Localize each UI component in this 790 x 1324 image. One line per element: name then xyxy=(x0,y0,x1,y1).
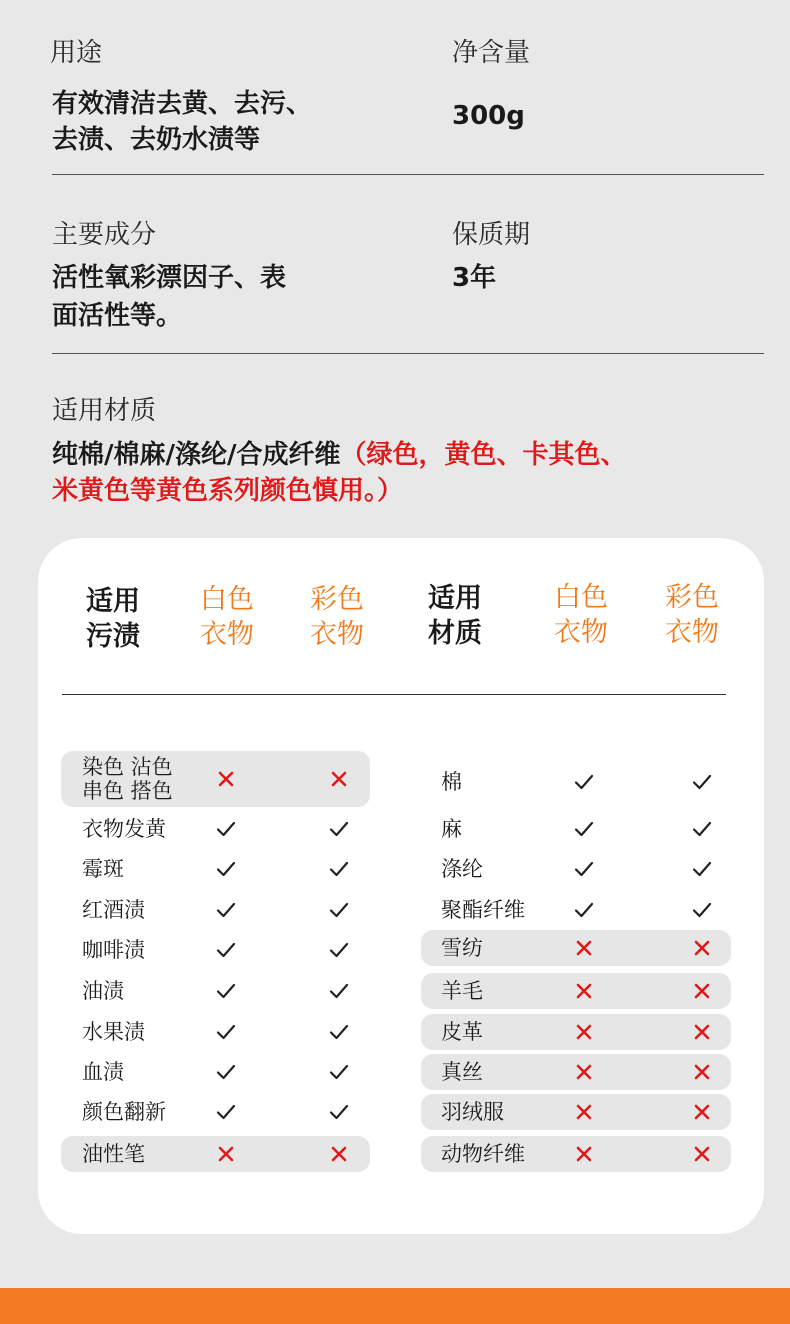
material-row-name: 涤纶 xyxy=(441,857,483,881)
cross-icon xyxy=(690,1060,714,1084)
cross-icon xyxy=(690,1020,714,1044)
ingredients-value-line1: 活性氧彩漂因子、表 xyxy=(52,263,287,293)
material-row-name: 雪纺 xyxy=(441,936,483,960)
usage-value-line2: 去渍、去奶水渍等 xyxy=(52,125,261,155)
stain-row-name: 咖啡渍 xyxy=(82,938,145,962)
cross-icon xyxy=(690,936,714,960)
ingredients-label: 主要成分 xyxy=(52,220,157,250)
cross-icon xyxy=(690,1142,714,1166)
check-icon xyxy=(214,857,238,881)
stain-row-name: 油渍 xyxy=(82,979,124,1003)
header-color-clothes-left: 彩色 衣物 xyxy=(310,584,364,650)
shelf-life-value: 3年 xyxy=(452,263,497,293)
check-icon xyxy=(690,898,714,922)
materials-warning-part1: （绿色，黄色、卡其色、 xyxy=(340,440,627,470)
check-icon xyxy=(572,898,596,922)
check-icon xyxy=(690,817,714,841)
check-icon xyxy=(572,770,596,794)
header-color-clothes-right: 彩色 衣物 xyxy=(665,582,719,648)
stain-row-name: 染色 沾色 串色 搭色 xyxy=(82,755,173,803)
stain-row-name: 油性笔 xyxy=(82,1142,145,1166)
stain-row-name: 衣物发黄 xyxy=(82,817,166,841)
header-stain: 适用 污渍 xyxy=(86,586,140,652)
cross-icon xyxy=(690,979,714,1003)
materials-value-black: 纯棉/棉麻/涤纶/合成纤维 xyxy=(52,440,341,470)
cross-icon xyxy=(572,1100,596,1124)
check-icon xyxy=(690,770,714,794)
check-icon xyxy=(214,1060,238,1084)
check-icon xyxy=(327,857,351,881)
check-icon xyxy=(214,898,238,922)
compatibility-card xyxy=(38,538,764,1234)
cross-icon xyxy=(214,767,238,791)
check-icon xyxy=(572,817,596,841)
stain-row-name: 颜色翻新 xyxy=(82,1100,166,1124)
cross-icon xyxy=(690,1100,714,1124)
check-icon xyxy=(214,817,238,841)
material-row-name: 聚酯纤维 xyxy=(441,898,525,922)
material-row-name: 羽绒服 xyxy=(441,1100,504,1124)
check-icon xyxy=(214,1020,238,1044)
check-icon xyxy=(327,898,351,922)
check-icon xyxy=(214,938,238,962)
check-icon xyxy=(214,979,238,1003)
materials-label: 适用材质 xyxy=(52,396,157,426)
usage-value-line1: 有效清洁去黄、去污、 xyxy=(52,89,313,119)
usage-label: 用途 xyxy=(50,38,103,68)
material-row-name: 棉 xyxy=(441,770,462,794)
bottom-bar xyxy=(0,1288,790,1324)
net-content-value: 300g xyxy=(452,101,525,131)
material-row-name: 动物纤维 xyxy=(441,1142,525,1166)
cross-icon xyxy=(572,1142,596,1166)
cross-icon xyxy=(214,1142,238,1166)
cross-icon xyxy=(572,979,596,1003)
divider-1 xyxy=(52,174,764,175)
divider-2 xyxy=(52,353,764,354)
check-icon xyxy=(572,857,596,881)
stain-row-name: 水果渍 xyxy=(82,1020,145,1044)
materials-warning-part2: 米黄色等黄色系列颜色慎用。） xyxy=(52,476,404,506)
cross-icon xyxy=(572,1060,596,1084)
check-icon xyxy=(327,1100,351,1124)
material-row-name: 皮革 xyxy=(441,1020,483,1044)
stain-row-name: 霉斑 xyxy=(82,857,124,881)
material-row-name: 羊毛 xyxy=(441,979,483,1003)
check-icon xyxy=(214,1100,238,1124)
cross-icon xyxy=(572,1020,596,1044)
ingredients-value-line2: 面活性等。 xyxy=(52,301,183,331)
stain-row-name: 红酒渍 xyxy=(82,898,145,922)
header-material: 适用 材质 xyxy=(428,583,482,649)
header-white-clothes-right: 白色 衣物 xyxy=(554,582,608,648)
cross-icon xyxy=(572,936,596,960)
header-white-clothes-left: 白色 衣物 xyxy=(200,584,254,650)
check-icon xyxy=(327,1020,351,1044)
material-row-name: 麻 xyxy=(441,817,462,841)
check-icon xyxy=(327,979,351,1003)
check-icon xyxy=(327,938,351,962)
check-icon xyxy=(327,1060,351,1084)
stain-row-name: 血渍 xyxy=(82,1060,124,1084)
materials-value-line1 xyxy=(52,437,627,473)
cross-icon xyxy=(327,1142,351,1166)
header-divider xyxy=(62,694,726,695)
check-icon xyxy=(690,857,714,881)
check-icon xyxy=(327,817,351,841)
shelf-life-label: 保质期 xyxy=(452,220,531,250)
material-row-name: 真丝 xyxy=(441,1060,483,1084)
cross-icon xyxy=(327,767,351,791)
net-content-label: 净含量 xyxy=(452,38,531,68)
